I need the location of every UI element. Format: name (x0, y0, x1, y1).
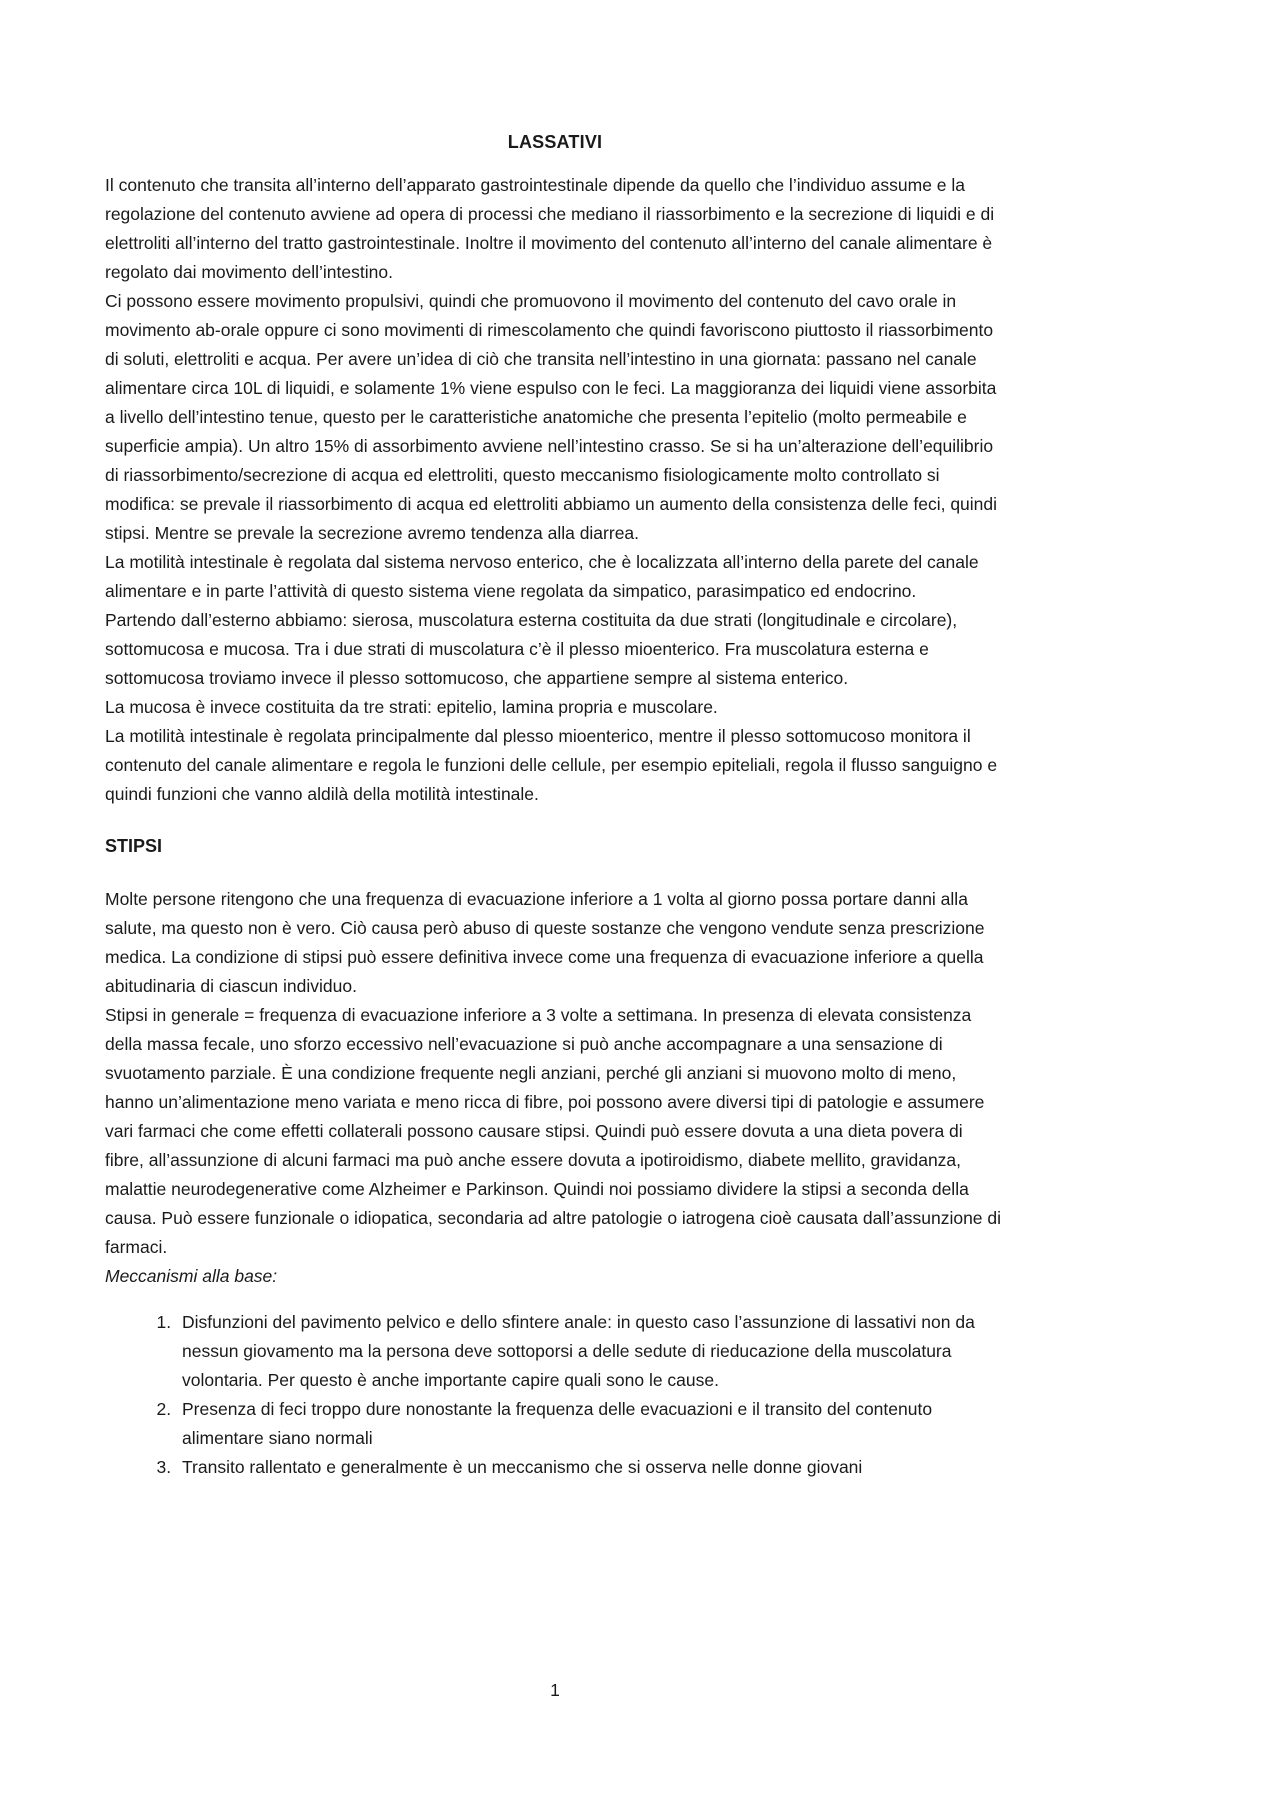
section-heading-stipsi: STIPSI (105, 836, 163, 856)
mechanisms-list-item-3: 3. Transito rallentato e generalmente è un meccanismo che si osserva nelle donne giovani (176, 1453, 1005, 1482)
intro-paragraph-4: Partendo dall’esterno abbiamo: sierosa, muscolatura esterna costituita da due strati (longitudinale e circolare), sottomucosa e mucosa. Tra i due strati di muscolatura c’è il plesso mioenterico. Fra muscolatura esterna e sottomucosa troviamo invece il plesso sottomucoso, che appartiene sempre al sistema enterico. (105, 610, 958, 688)
mechanisms-list (105, 1308, 1005, 1482)
intro-paragraph-2: Ci possono essere movimento propulsivi, quindi che promuovono il movimento del contenuto del cavo orale in movimento ab-orale oppure ci sono movimenti di rimescolamento che quindi favoriscono piuttosto il riassorbimento di soluti, elettroliti e acqua. Per avere un’idea di ciò che transita nell’intestino in una giornata: passano nel canale alimentare circa 10L di liquidi, e solamente 1% viene espulso con le feci. La maggioranza dei liquidi viene assorbita a livello dell’intestino tenue, questo per le caratteristiche anatomiche che presenta l’epitelio (molto permeabile e superficie ampia). Un altro 15% di assorbimento avviene nell’intestino crasso. Se si ha un’alterazione dell’equilibrio di riassorbimento/secrezione di acqua ed elettroliti, questo meccanismo fisiologicamente molto controllato si modifica: se prevale il riassorbimento di acqua ed elettroliti abbiamo un aumento della consistenza delle feci, quindi stipsi. Mentre se prevale la secrezione avremo tendenza alla diarrea. (105, 291, 998, 543)
page-content (105, 128, 1005, 1482)
page-title: LASSATIVI (507, 132, 603, 152)
stipsi-paragraph-1: Molte persone ritengono che una frequenza di evacuazione inferiore a 1 volta al giorno possa portare danni alla salute, ma questo non è vero. Ciò causa però abuso di queste sostanze che vengono vendute senza prescrizione medica. La condizione di stipsi può essere definitiva invece come una frequenza di evacuazione inferiore a quella abitudinaria di ciascun individuo. (105, 889, 985, 996)
page-number: 1 (550, 1680, 560, 1700)
intro-paragraph-3: La motilità intestinale è regolata dal sistema nervoso enterico, che è localizzata all’interno della parete del canale alimentare e in parte l’attività di questo sistema viene regolata da simpatico, parasimpatico ed endocrino. (105, 552, 979, 601)
intro-paragraph-5: La mucosa è invece costituita da tre strati: epitelio, lamina propria e muscolare. (105, 697, 718, 717)
mechanisms-list-item-2: 2. Presenza di feci troppo dure nonostante la frequenza delle evacuazioni e il transito del contenuto alimentare siano normali (176, 1395, 1005, 1453)
stipsi-paragraph-2: Stipsi in generale = frequenza di evacuazione inferiore a 3 volte a settimana. In presenza di elevata consistenza della massa fecale, uno sforzo eccessivo nell’evacuazione si può anche accompagnare a una sensazione di svuotamento parziale. È una condizione frequente negli anziani, perché gli anziani si muovono molto di meno, hanno un’alimentazione meno variata e meno ricca di fibre, poi possono avere diversi tipi di patologie e assumere vari farmaci che come effetti collaterali possono causare stipsi. Quindi può essere dovuta a una dieta povera di fibre, all’assunzione di alcuni farmaci ma può anche essere dovuta a ipotiroidismo, diabete mellito, gravidanza, malattie neurodegenerative come Alzheimer e Parkinson. Quindi noi possiamo dividere la stipsi a seconda della causa. Può essere funzionale o idiopatica, secondaria ad altre patologie o iatrogena cioè causata dall’assunzione di farmaci. (105, 1005, 1002, 1257)
intro-paragraph-6: La motilità intestinale è regolata principalmente dal plesso mioenterico, mentre il plesso sottomucoso monitora il contenuto del canale alimentare e regola le funzioni delle cellule, per esempio epiteliali, regola il flusso sanguigno e quindi funzioni che vanno aldilà della motilità intestinale. (105, 726, 998, 804)
mechanisms-list-item-1: 1. Disfunzioni del pavimento pelvico e dello sfintere anale: in questo caso l’assunzione di lassativi non da nessun giovamento ma la persona deve sottoporsi a delle sedute di rieducazione della muscolatura volontaria. Per questo è anche importante capire quali sono le cause. (176, 1308, 1005, 1395)
mechanisms-label: Meccanismi alla base: (105, 1266, 278, 1286)
intro-paragraph-1: Il contenuto che transita all’interno dell’apparato gastrointestinale dipende da quello che l’individuo assume e la regolazione del contenuto avviene ad opera di processi che mediano il riassorbimento e la secrezione di liquidi e di elettroliti all’interno del tratto gastrointestinale. Inoltre il movimento del contenuto all’interno del canale alimentare è regolato dai movimento dell’intestino. (105, 175, 995, 282)
